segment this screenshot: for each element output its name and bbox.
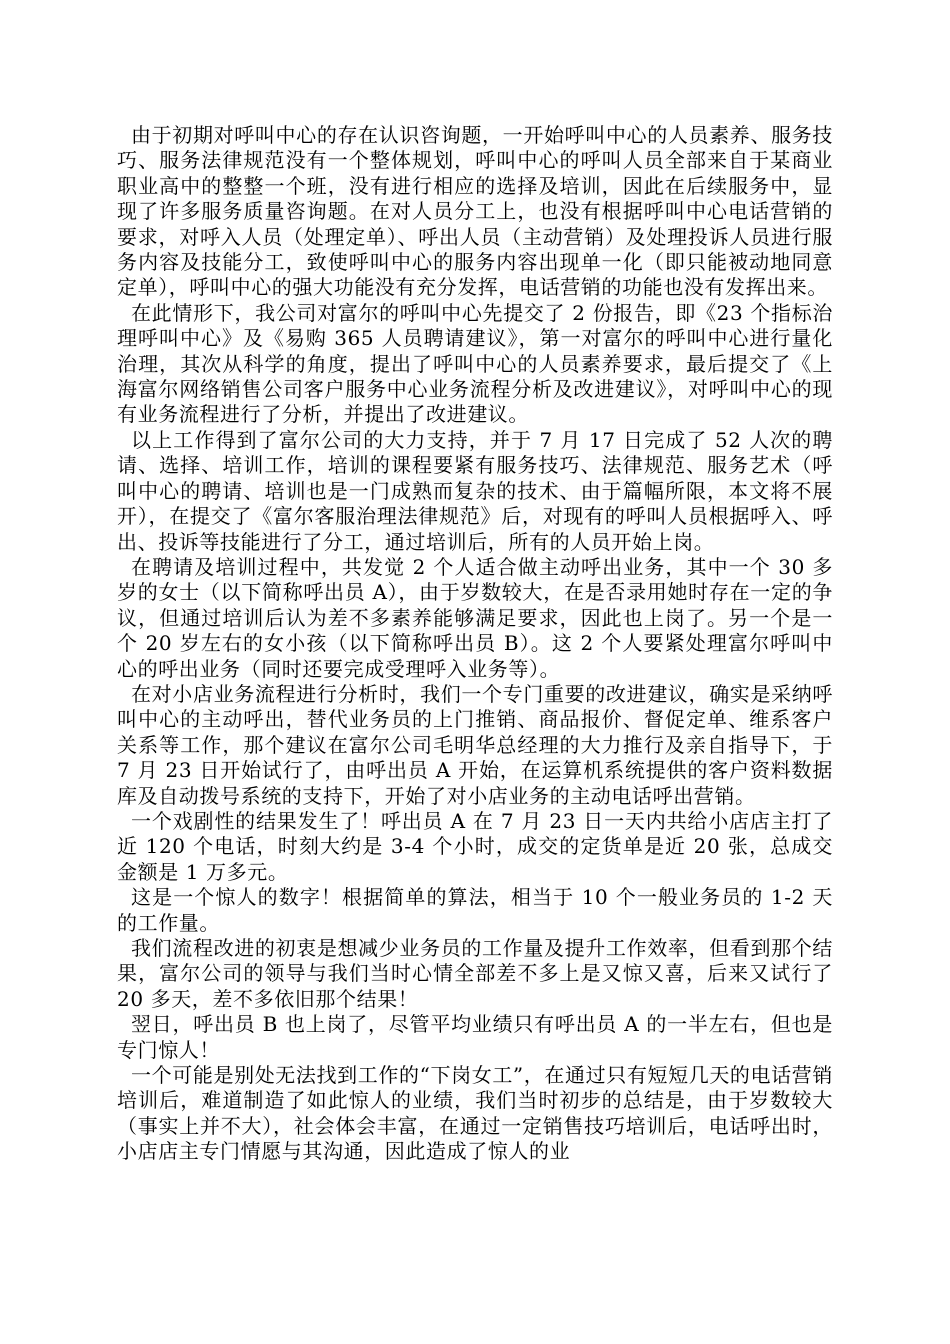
paragraph-5: 在对小店业务流程进行分析时，我们一个专门重要的改进建议，确实是采纳呼叫中心的主动呼出，替代业务员的上门推销、商品报价、督促定单、维系客户关系等工作，那个建议在富尔公司毛明华总经理的大力推行及亲自指导下，于 7 月 23 日开始试行了，由呼出员 A 开始，在运算机系统提供的客户资料数据库及自动拨号系统的支持下，开始了对小店业务的主动电话呼出营销。 — [117, 681, 833, 808]
paragraph-3: 以上工作得到了富尔公司的大力支持，并于 7 月 17 日完成了 52 人次的聘请、选择、培训工作，培训的课程要紧有服务技巧、法律规范、服务艺术（呼叫中心的聘请、培训也是一门成熟而复杂的技术、由于篇幅所限，本文将不展开），在提交了《富尔客服治理法律规范》后，对现有的呼叫人员根据呼入、呼出、投诉等技能进行了分工，通过培训后，所有的人员开始上岗。 — [117, 427, 833, 554]
paragraph-6: 一个戏剧性的结果发生了！呼出员 A 在 7 月 23 日一天内共给小店店主打了近 120 个电话，时刻大约是 3-4 个小时，成交的定货单是近 20 张，总成交金额是 1 万多元。 — [117, 808, 833, 884]
paragraph-1: 由于初期对呼叫中心的存在认识咨询题，一开始呼叫中心的人员素养、服务技巧、服务法律规范没有一个整体规划，呼叫中心的呼叫人员全部来自于某商业职业高中的整整一个班，没有进行相应的选择及培训，因此在后续服务中，显现了许多服务质量咨询题。在对人员分工上，也没有根据呼叫中心电话营销的要求，对呼入人员（处理定单）、呼出人员（主动营销）及处理投诉人员进行服务内容及技能分工，致使呼叫中心的服务内容出现单一化（即只能被动地同意定单），呼叫中心的强大功能没有充分发挥，电话营销的功能也没有发挥出来。 — [117, 123, 833, 300]
paragraph-10: 一个可能是别处无法找到工作的“下岗女工”，在通过只有短短几天的电话营销培训后，难道制造了如此惊人的业绩，我们当时初步的总结是，由于岁数较大（事实上并不大），社会体会丰富，在通过一定销售技巧培训后，电话呼出时，小店店主专门情愿与其沟通，因此造成了惊人的业 — [117, 1063, 833, 1164]
document-page — [117, 123, 833, 1165]
paragraph-2: 在此情形下，我公司对富尔的呼叫中心先提交了 2 份报告，即《23 个指标治理呼叫中心》及《易购 365 人员聘请建议》，第一对富尔的呼叫中心进行量化治理，其次从科学的角度，提出了呼叫中心的人员素养要求，最后提交了《上海富尔网络销售公司客户服务中心业务流程分析及改进建议》，对呼叫中心的现有业务流程进行了分析，并提出了改进建议。 — [117, 300, 833, 427]
paragraph-8: 我们流程改进的初衷是想减少业务员的工作量及提升工作效率，但看到那个结果，富尔公司的领导与我们当时心情全部差不多上是又惊又喜，后来又试行了 20 多天，差不多依旧那个结果！ — [117, 936, 833, 1011]
paragraph-4: 在聘请及培训过程中，共发觉 2 个人适合做主动呼出业务，其中一个 30 多岁的女士（以下简称呼出员 A），由于岁数较大，在是否录用她时存在一定的争议，但通过培训后认为差不多素养能够满足要求，因此也上岗了。另一个是一个 20 岁左右的女小孩（以下简称呼出员 B）。这 2 个人要紧处理富尔呼叫中心的呼出业务（同时还要完成受理呼入业务等）。 — [117, 554, 833, 681]
paragraph-7: 这是一个惊人的数字！根据简单的算法，相当于 10 个一般业务员的 1-2 天的工作量。 — [117, 885, 833, 935]
paragraph-9: 翌日，呼出员 B 也上岗了，尽管平均业绩只有呼出员 A 的一半左右，但也是专门惊人！ — [117, 1012, 833, 1062]
